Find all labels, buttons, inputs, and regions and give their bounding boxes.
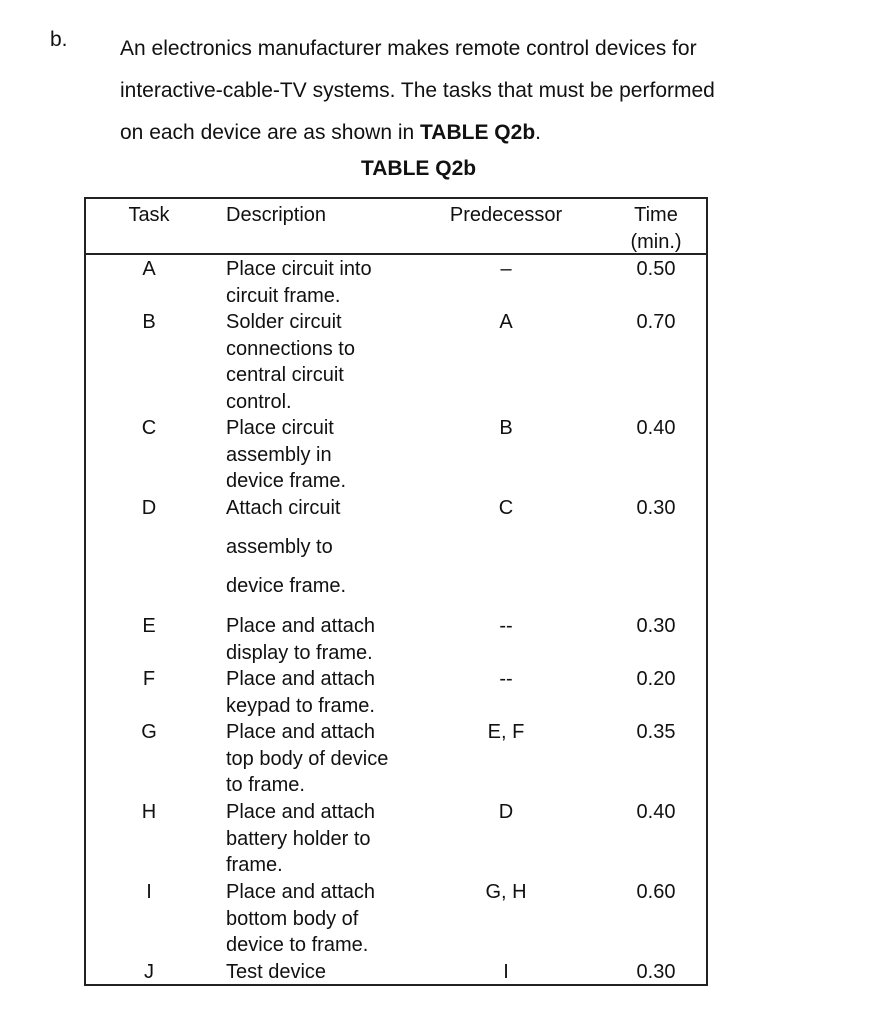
- row-e-time: 0.30: [636, 615, 676, 637]
- row-b-desc-line: control.: [226, 390, 292, 413]
- question-label: b.: [50, 28, 68, 51]
- row-f-description: [226, 666, 456, 719]
- row-h-predecessor: D: [498, 801, 514, 823]
- row-a-desc-line: Place circuit into: [226, 258, 372, 280]
- row-c-task: C: [141, 417, 157, 439]
- row-i-desc-line: bottom body of: [226, 907, 359, 930]
- row-b-time: 0.70: [636, 311, 676, 333]
- row-d-predecessor: C: [498, 497, 514, 519]
- row-e-desc-line: display to frame.: [226, 641, 373, 664]
- row-i-time: 0.60: [636, 881, 676, 903]
- question-text: [120, 28, 840, 154]
- header-predecessor: Predecessor: [449, 204, 563, 226]
- row-b-desc-line: connections to: [226, 337, 355, 360]
- row-g-predecessor: E, F: [487, 721, 525, 743]
- row-i-desc-line: Place and attach: [226, 881, 375, 903]
- row-h-task: H: [141, 801, 157, 823]
- row-c-description: [226, 415, 456, 495]
- row-g-time: 0.35: [636, 721, 676, 743]
- task-table: [84, 197, 708, 986]
- header-description: Description: [226, 204, 327, 226]
- row-e-predecessor: --: [499, 615, 513, 637]
- header-time: [606, 202, 706, 255]
- row-c-desc-line: assembly in: [226, 443, 332, 466]
- row-i-description: [226, 879, 456, 959]
- row-d-desc-line: device frame.: [226, 575, 347, 597]
- question-line-1: An electronics manufacturer makes remote control devices for: [120, 37, 697, 60]
- row-b-desc-line: Solder circuit: [226, 311, 342, 333]
- row-f-predecessor: --: [499, 668, 513, 690]
- row-g-description: [226, 719, 456, 799]
- row-i-predecessor: G, H: [485, 881, 527, 903]
- table-title: TABLE Q2b: [361, 157, 477, 180]
- row-b-description: [226, 309, 456, 415]
- row-c-desc-line: device frame.: [226, 470, 347, 492]
- row-a-description: [226, 256, 456, 309]
- row-d-time: 0.30: [636, 497, 676, 519]
- table-reference: TABLE Q2b: [420, 121, 536, 144]
- row-h-time: 0.40: [636, 801, 676, 823]
- row-j-predecessor: I: [503, 961, 509, 983]
- row-f-task: F: [142, 668, 156, 690]
- question-line-3-suffix: .: [535, 121, 541, 144]
- row-g-desc-line: Place and attach: [226, 721, 375, 743]
- row-a-predecessor: –: [500, 258, 512, 280]
- row-h-desc-line: frame.: [226, 854, 283, 876]
- row-a-task: A: [142, 258, 156, 280]
- row-h-desc-line: battery holder to: [226, 827, 371, 850]
- row-g-task: G: [141, 721, 157, 743]
- row-a-desc-line: circuit frame.: [226, 284, 341, 307]
- question-line-3-prefix: on each device are as shown in: [120, 121, 421, 144]
- row-d-description: [226, 489, 456, 606]
- row-f-desc-line: keypad to frame.: [226, 694, 375, 717]
- row-g-desc-line: top body of device: [226, 747, 389, 770]
- row-d-desc-line: Attach circuit: [226, 497, 341, 519]
- row-b-task: B: [142, 311, 156, 333]
- row-i-desc-line: device to frame.: [226, 934, 369, 956]
- row-f-time: 0.20: [636, 668, 676, 690]
- row-i-task: I: [146, 881, 152, 903]
- row-j-time: 0.30: [636, 961, 676, 983]
- row-h-desc-line: Place and attach: [226, 801, 375, 823]
- question-line-2: interactive-cable-TV systems. The tasks that must be performed: [120, 79, 715, 102]
- row-j-task: J: [144, 961, 154, 983]
- row-f-desc-line: Place and attach: [226, 668, 375, 690]
- row-j-desc-line: Test device: [226, 961, 327, 983]
- row-c-time: 0.40: [636, 417, 676, 439]
- row-b-predecessor: A: [499, 311, 513, 333]
- row-c-predecessor: B: [499, 417, 513, 439]
- row-c-desc-line: Place circuit: [226, 417, 334, 439]
- row-d-task: D: [141, 497, 157, 519]
- header-time-line1: Time: [634, 204, 678, 226]
- row-a-time: 0.50: [636, 258, 676, 280]
- header-time-line2: (min.): [630, 230, 682, 253]
- row-b-desc-line: central circuit: [226, 364, 344, 386]
- header-task: Task: [128, 204, 170, 226]
- row-e-desc-line: Place and attach: [226, 615, 375, 637]
- row-g-desc-line: to frame.: [226, 774, 305, 796]
- header-divider: [86, 253, 706, 255]
- row-h-description: [226, 799, 456, 879]
- row-e-description: [226, 613, 456, 666]
- row-d-desc-line: assembly to: [226, 536, 333, 558]
- row-j-description: [226, 959, 456, 986]
- row-e-task: E: [142, 615, 156, 637]
- question-line-3: [120, 112, 840, 154]
